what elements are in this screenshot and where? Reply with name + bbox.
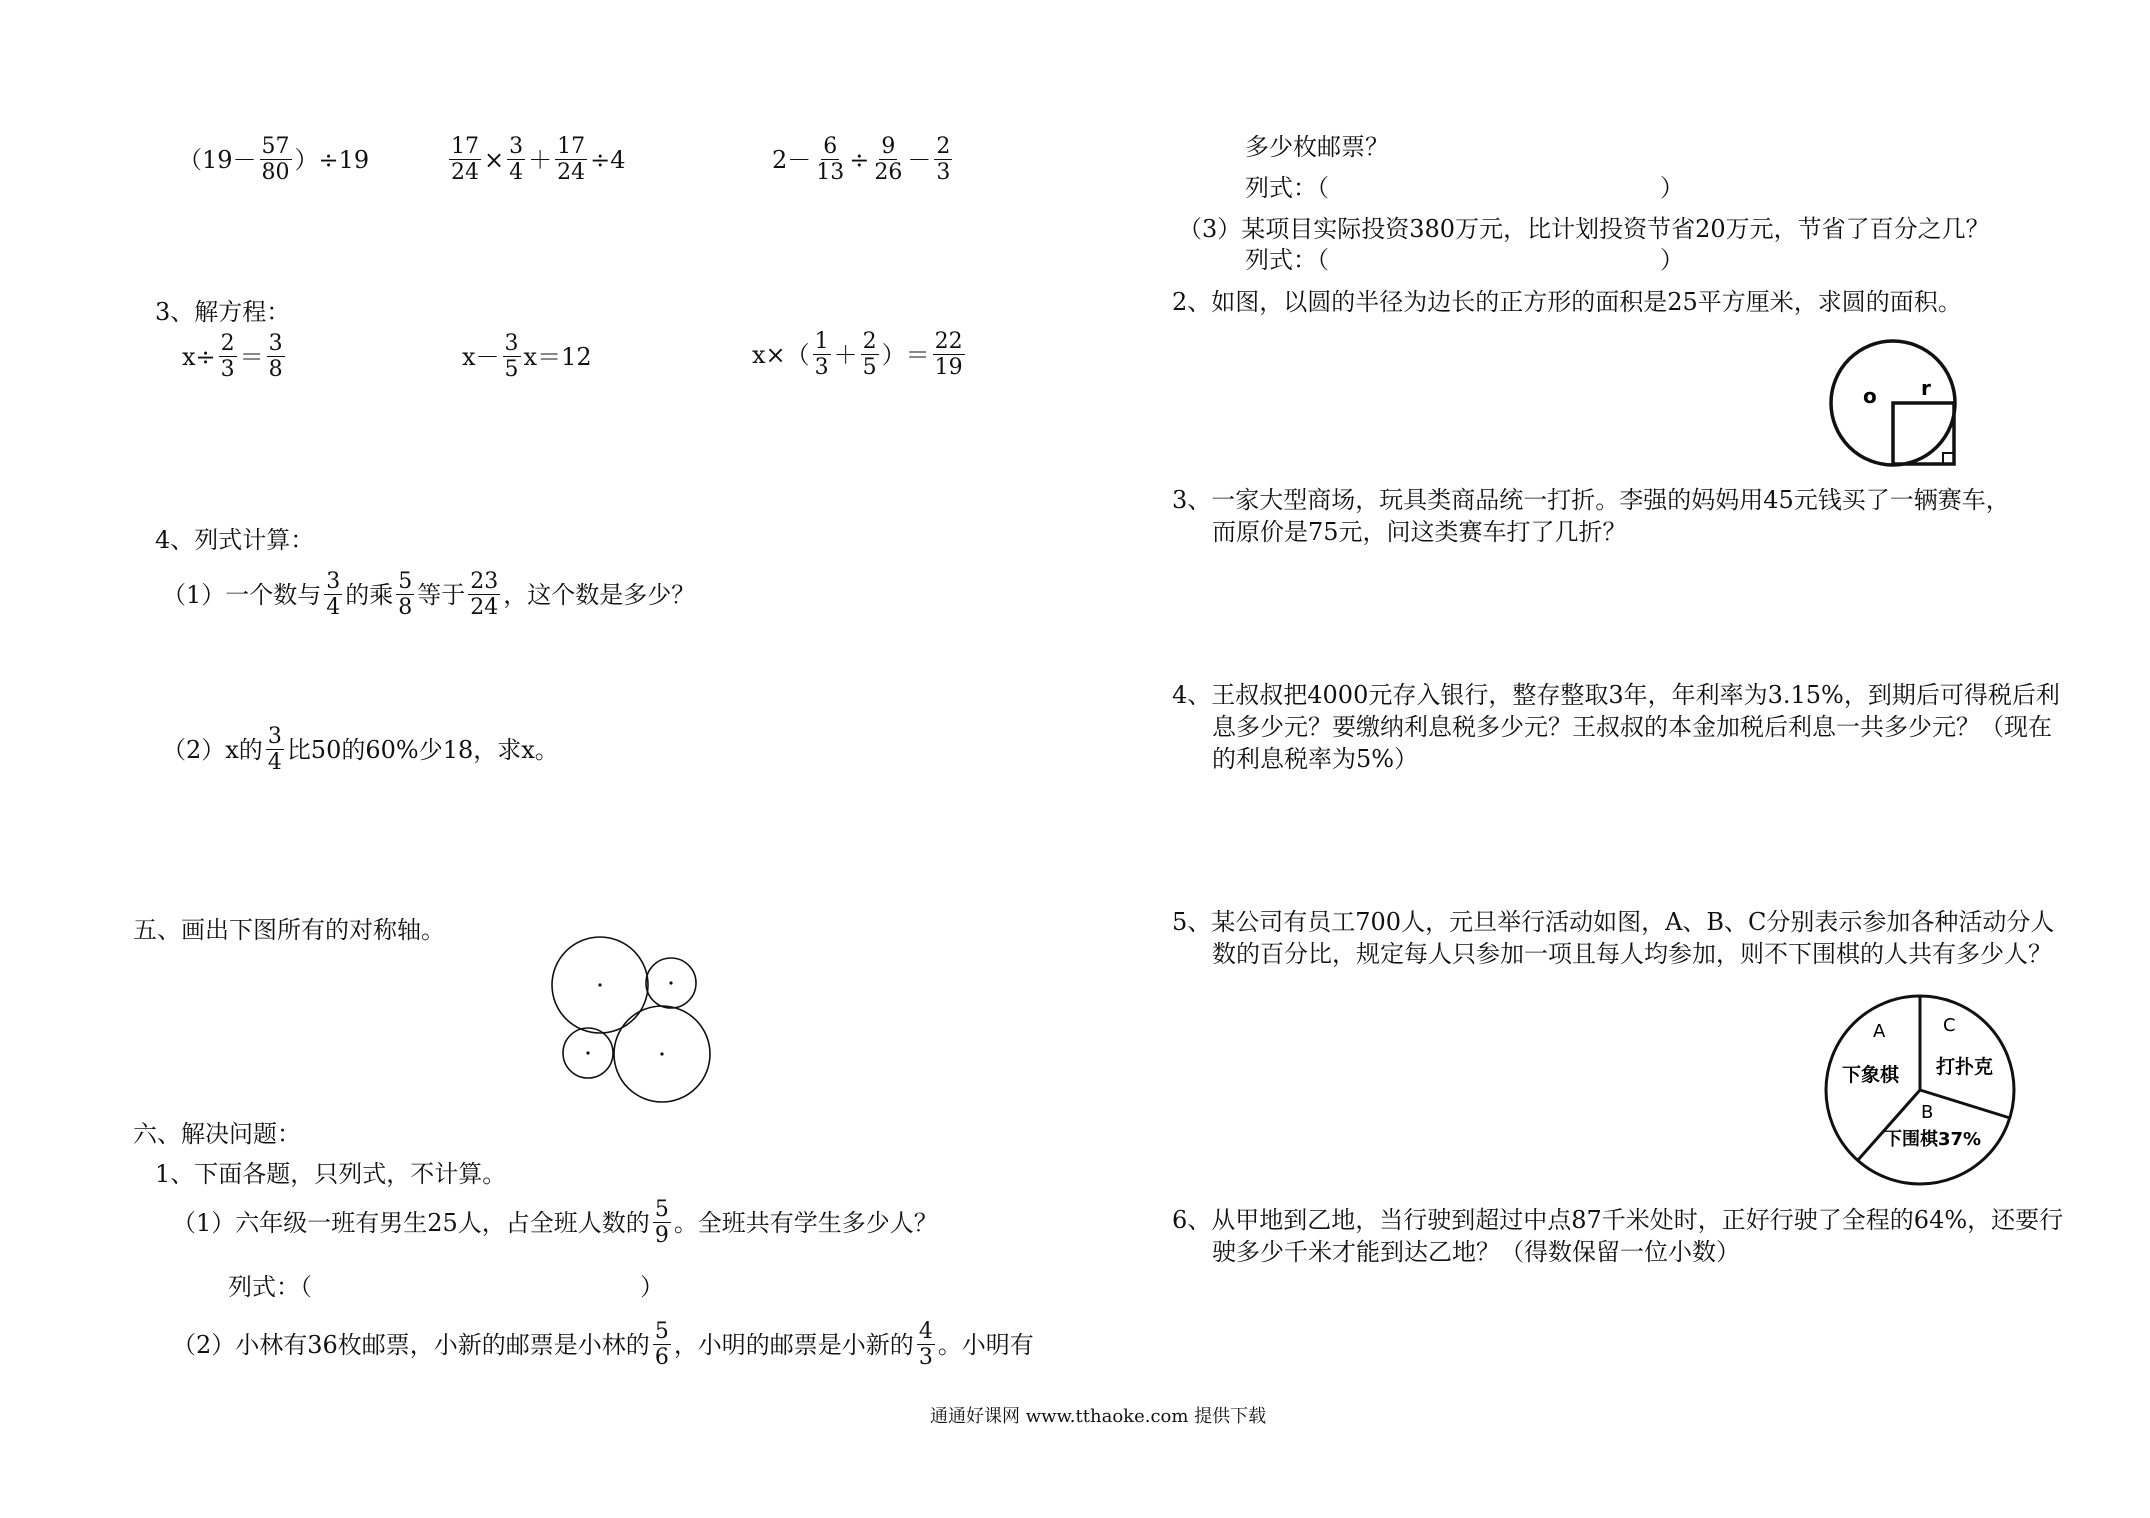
pie-label-a-text: 下象棋	[1842, 1064, 1900, 1086]
fraction: $\frac{3}{4}$	[267, 724, 282, 776]
section-title-equations: 3、解方程：	[155, 298, 291, 326]
fraction: $\frac{22}{19}$	[934, 329, 963, 381]
expr-text: ）÷19	[294, 145, 370, 174]
formula-line-1: 列式：（	[228, 1273, 312, 1301]
operator: ÷	[849, 145, 870, 174]
question-6-1-1: （1）六年级一班有男生25人，占全班人数的 $\frac{5}{9}$ 。全班共有学生多少人？	[172, 1197, 938, 1249]
question-4-line-2: 息多少元？要缴纳利息税多少元？王叔叔的本金加税后利息一共多少元？（现在	[1212, 713, 2052, 741]
question-6-line-2: 驶多少千米才能到达乙地？（得数保留一位小数）	[1212, 1238, 1740, 1266]
question-5-line-2: 数的百分比，规定每人只参加一项且每人均参加，则不下围棋的人共有多少人？	[1212, 940, 2052, 968]
expr-text: ÷4	[590, 145, 626, 174]
circle-square-figure	[1825, 335, 1965, 475]
fraction: $\frac{5}{8}$	[398, 569, 413, 621]
pie-label-b-text: 下围棋37%	[1884, 1129, 1982, 1150]
question-5-line-1: 5、某公司有员工700人，元旦举行活动如图，A、B、C分别表示参加各种活动分人	[1172, 908, 2055, 936]
pie-label-a: A	[1873, 1021, 1886, 1042]
fraction: $\frac{9}{26}$	[874, 134, 903, 186]
operator: ×	[484, 145, 505, 174]
fraction: $\frac{5}{6}$	[654, 1319, 669, 1371]
circles-figure	[540, 925, 730, 1110]
formula-line-2: 列式：（	[1245, 174, 1329, 202]
equation-b: x－ $\frac{3}{5}$ x＝12	[462, 331, 592, 383]
label-r: r	[1921, 376, 1931, 400]
section-title-symmetry: 五、画出下图所有的对称轴。	[133, 916, 445, 944]
fraction: $\frac{3}{4}$	[326, 569, 341, 621]
question-2: 2、如图，以圆的半径为边长的正方形的面积是25平方厘米，求圆的面积。	[1172, 288, 1962, 316]
operator: －	[907, 145, 932, 174]
fraction: $\frac{2}{5}$	[862, 329, 877, 381]
section-title-problems: 六、解决问题：	[133, 1120, 301, 1148]
question-6-1-2: （2）小林有36枚邮票，小新的邮票是小林的 $\frac{5}{6}$ ，小明的邮票是小新的 $\frac{4}{3}$ 。小明有	[172, 1319, 1034, 1371]
fraction: $\frac{1}{3}$	[814, 329, 829, 381]
expr-text: （19－	[178, 145, 257, 174]
page-footer: 通通好课网 www.tthaoke.com 提供下载	[930, 1406, 1267, 1427]
formula-line-3: 列式：（	[1245, 246, 1329, 274]
question-3-line-2: 而原价是75元，问这类赛车打了几折？	[1212, 518, 1627, 546]
center-dot	[598, 983, 601, 986]
center-dot	[586, 1051, 589, 1054]
fraction: $\frac{4}{3}$	[918, 1319, 933, 1371]
calc-expr-2	[446, 135, 626, 184]
section-title-list-calc: 4、列式计算：	[155, 526, 315, 554]
fraction: $\frac{6}{13}$	[816, 134, 845, 186]
fraction: $\frac{3}{4}$	[509, 134, 524, 186]
label-o: o	[1863, 384, 1877, 408]
question-4-1: （1）一个数与 $\frac{3}{4}$ 的乘 $\frac{5}{8}$ 等于 $\frac{23}{24}$ ，这个数是多少？	[162, 569, 696, 621]
formula-line-3-close: ）	[1660, 246, 1684, 274]
fraction: $\frac{23}{24}$	[470, 569, 499, 621]
formula-line-2-close: ）	[1660, 174, 1684, 202]
question-4-line-1: 4、王叔叔把4000元存入银行，整存整取3年，年利率为3.15%，到期后可得税后利	[1172, 681, 2060, 709]
fraction: $\frac{3}{8}$	[268, 331, 283, 383]
fraction: $\frac{17}{24}$	[451, 134, 479, 186]
pie-figure	[1820, 990, 2020, 1190]
question-6-1-title: 1、下面各题，只列式，不计算。	[155, 1160, 507, 1188]
question-6-line-1: 6、从甲地到乙地，当行驶到超过中点87千米处时，正好行驶了全程的64%，还要行	[1172, 1206, 2064, 1234]
expr-text: 2－	[772, 145, 812, 174]
pie-divider	[1920, 1090, 2010, 1118]
fraction: $\frac{3}{5}$	[504, 331, 519, 383]
square-outline	[1893, 403, 1954, 464]
equation-c: x×（ $\frac{1}{3}$ ＋ $\frac{2}{5}$ ）＝ $\frac{22}{19}$	[752, 329, 963, 381]
formula-line-1-close: ）	[640, 1273, 664, 1301]
calc-expr-3	[772, 135, 955, 184]
pie-label-c-text: 打扑克	[1936, 1056, 1994, 1078]
fraction: $\frac{5}{9}$	[654, 1197, 669, 1249]
question-6-1-3: （3）某项目实际投资380万元，比计划投资节省20万元，节省了百分之几？	[1178, 215, 1990, 243]
calc-expr-1	[178, 135, 369, 184]
fraction: $\frac{2}{3}$	[936, 134, 951, 186]
center-dot	[669, 981, 672, 984]
question-6-1-2-continued: 多少枚邮票？	[1245, 133, 1389, 161]
fraction: $\frac{17}{24}$	[557, 134, 586, 186]
pie-label-c: C	[1943, 1015, 1956, 1036]
pie-label-b: B	[1921, 1102, 1934, 1123]
operator: ＋	[528, 145, 553, 174]
question-4-line-3: 的利息税率为5%）	[1212, 745, 1419, 773]
question-4-2: （2）x的 $\frac{3}{4}$ 比50的60%少18，求x。	[162, 724, 559, 776]
fraction: $\frac{2}{3}$	[220, 331, 235, 383]
fraction: $\frac{57}{80}$	[261, 134, 290, 186]
equation-a: x÷ $\frac{2}{3}$ ＝ $\frac{3}{8}$	[182, 331, 283, 383]
center-dot	[660, 1052, 663, 1055]
question-3-line-1: 3、一家大型商场，玩具类商品统一打折。李强的妈妈用45元钱买了一辆赛车，	[1172, 486, 2010, 514]
